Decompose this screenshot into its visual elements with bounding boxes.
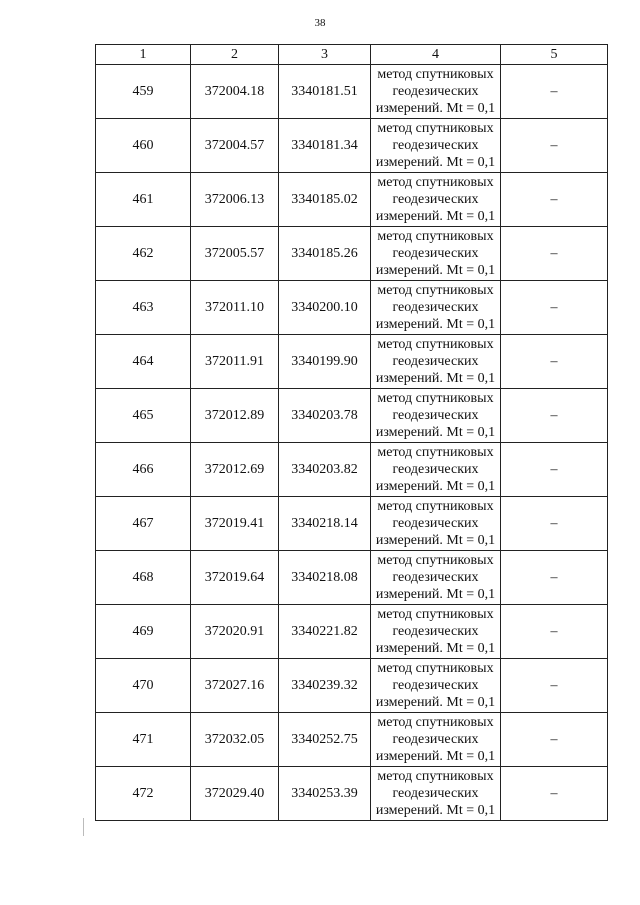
method-line: измерений. Mt = 0,1 (375, 425, 496, 440)
method-cell (371, 173, 501, 227)
y-coordinate-cell: 3340218.08 (279, 551, 371, 605)
method-cell (371, 767, 501, 821)
method-cell (371, 65, 501, 119)
method-cell (371, 335, 501, 389)
x-coordinate-cell: 372012.89 (191, 389, 279, 443)
note-cell: – (501, 605, 608, 659)
table-body (96, 65, 608, 821)
note-cell: – (501, 443, 608, 497)
method-line: геодезических (392, 84, 479, 99)
table-row (96, 767, 608, 821)
point-number-cell: 467 (96, 497, 191, 551)
y-coordinate-cell: 3340252.75 (279, 713, 371, 767)
table-row (96, 713, 608, 767)
method-line: метод спутниковых (377, 67, 494, 82)
method-cell (371, 551, 501, 605)
x-coordinate-cell: 372005.57 (191, 227, 279, 281)
note-cell: – (501, 281, 608, 335)
method-line: измерений. Mt = 0,1 (375, 749, 496, 764)
table-row (96, 443, 608, 497)
method-cell (371, 227, 501, 281)
method-line: геодезических (392, 516, 479, 531)
method-line: измерений. Mt = 0,1 (375, 533, 496, 548)
method-cell (371, 389, 501, 443)
x-coordinate-cell: 372019.64 (191, 551, 279, 605)
table-row (96, 551, 608, 605)
method-line: измерений. Mt = 0,1 (375, 317, 496, 332)
coordinates-table (95, 44, 608, 821)
method-line: метод спутниковых (377, 553, 494, 568)
method-line: геодезических (392, 354, 479, 369)
method-cell (371, 659, 501, 713)
point-number-cell: 470 (96, 659, 191, 713)
point-number-cell: 460 (96, 119, 191, 173)
method-line: метод спутниковых (377, 391, 494, 406)
x-coordinate-cell: 372032.05 (191, 713, 279, 767)
y-coordinate-cell: 3340253.39 (279, 767, 371, 821)
note-cell: – (501, 713, 608, 767)
y-coordinate-cell: 3340200.10 (279, 281, 371, 335)
table-row (96, 173, 608, 227)
method-line: измерений. Mt = 0,1 (375, 803, 496, 818)
method-line: метод спутниковых (377, 661, 494, 676)
method-line: геодезических (392, 138, 479, 153)
y-coordinate-cell: 3340221.82 (279, 605, 371, 659)
column-header-3: 3 (279, 45, 371, 65)
note-cell: – (501, 767, 608, 821)
method-line: метод спутниковых (377, 175, 494, 190)
method-line: геодезических (392, 300, 479, 315)
point-number-cell: 459 (96, 65, 191, 119)
note-cell: – (501, 497, 608, 551)
method-line: метод спутниковых (377, 121, 494, 136)
point-number-cell: 466 (96, 443, 191, 497)
point-number-cell: 469 (96, 605, 191, 659)
column-header-1: 1 (96, 45, 191, 65)
method-line: геодезических (392, 246, 479, 261)
margin-mark (83, 818, 84, 836)
y-coordinate-cell: 3340199.90 (279, 335, 371, 389)
note-cell: – (501, 227, 608, 281)
method-cell (371, 497, 501, 551)
x-coordinate-cell: 372020.91 (191, 605, 279, 659)
method-line: метод спутниковых (377, 229, 494, 244)
note-cell: – (501, 551, 608, 605)
table-row (96, 497, 608, 551)
note-cell: – (501, 119, 608, 173)
method-line: метод спутниковых (377, 769, 494, 784)
method-line: метод спутниковых (377, 283, 494, 298)
method-line: измерений. Mt = 0,1 (375, 101, 496, 116)
x-coordinate-cell: 372004.57 (191, 119, 279, 173)
method-line: геодезических (392, 786, 479, 801)
table-row (96, 389, 608, 443)
method-line: измерений. Mt = 0,1 (375, 641, 496, 656)
point-number-cell: 462 (96, 227, 191, 281)
x-coordinate-cell: 372011.10 (191, 281, 279, 335)
x-coordinate-cell: 372012.69 (191, 443, 279, 497)
method-line: измерений. Mt = 0,1 (375, 587, 496, 602)
y-coordinate-cell: 3340185.26 (279, 227, 371, 281)
x-coordinate-cell: 372004.18 (191, 65, 279, 119)
method-line: геодезических (392, 570, 479, 585)
method-line: измерений. Mt = 0,1 (375, 263, 496, 278)
method-line: измерений. Mt = 0,1 (375, 209, 496, 224)
x-coordinate-cell: 372006.13 (191, 173, 279, 227)
column-header-2: 2 (191, 45, 279, 65)
header-row (96, 45, 608, 65)
method-line: метод спутниковых (377, 607, 494, 622)
table-row (96, 119, 608, 173)
point-number-cell: 465 (96, 389, 191, 443)
table-row (96, 335, 608, 389)
note-cell: – (501, 389, 608, 443)
y-coordinate-cell: 3340181.34 (279, 119, 371, 173)
method-cell (371, 119, 501, 173)
y-coordinate-cell: 3340203.82 (279, 443, 371, 497)
method-line: метод спутниковых (377, 499, 494, 514)
table-row (96, 65, 608, 119)
method-cell (371, 605, 501, 659)
table-row (96, 605, 608, 659)
method-line: геодезических (392, 192, 479, 207)
table-row (96, 227, 608, 281)
y-coordinate-cell: 3340218.14 (279, 497, 371, 551)
note-cell: – (501, 335, 608, 389)
method-line: геодезических (392, 462, 479, 477)
method-cell (371, 281, 501, 335)
note-cell: – (501, 173, 608, 227)
method-line: измерений. Mt = 0,1 (375, 371, 496, 386)
method-line: геодезических (392, 624, 479, 639)
y-coordinate-cell: 3340185.02 (279, 173, 371, 227)
note-cell: – (501, 65, 608, 119)
point-number-cell: 468 (96, 551, 191, 605)
x-coordinate-cell: 372027.16 (191, 659, 279, 713)
column-header-5: 5 (501, 45, 608, 65)
note-cell: – (501, 659, 608, 713)
method-line: измерений. Mt = 0,1 (375, 155, 496, 170)
y-coordinate-cell: 3340203.78 (279, 389, 371, 443)
x-coordinate-cell: 372011.91 (191, 335, 279, 389)
method-line: метод спутниковых (377, 337, 494, 352)
y-coordinate-cell: 3340181.51 (279, 65, 371, 119)
x-coordinate-cell: 372019.41 (191, 497, 279, 551)
method-line: измерений. Mt = 0,1 (375, 479, 496, 494)
table-row (96, 659, 608, 713)
method-cell (371, 443, 501, 497)
column-header-4: 4 (371, 45, 501, 65)
point-number-cell: 463 (96, 281, 191, 335)
page-number: 38 (314, 17, 326, 29)
method-line: метод спутниковых (377, 715, 494, 730)
method-line: геодезических (392, 678, 479, 693)
method-line: измерений. Mt = 0,1 (375, 695, 496, 710)
point-number-cell: 464 (96, 335, 191, 389)
method-cell (371, 713, 501, 767)
method-line: геодезических (392, 732, 479, 747)
method-line: метод спутниковых (377, 445, 494, 460)
method-line: геодезических (392, 408, 479, 423)
point-number-cell: 461 (96, 173, 191, 227)
x-coordinate-cell: 372029.40 (191, 767, 279, 821)
y-coordinate-cell: 3340239.32 (279, 659, 371, 713)
point-number-cell: 472 (96, 767, 191, 821)
table-row (96, 281, 608, 335)
point-number-cell: 471 (96, 713, 191, 767)
